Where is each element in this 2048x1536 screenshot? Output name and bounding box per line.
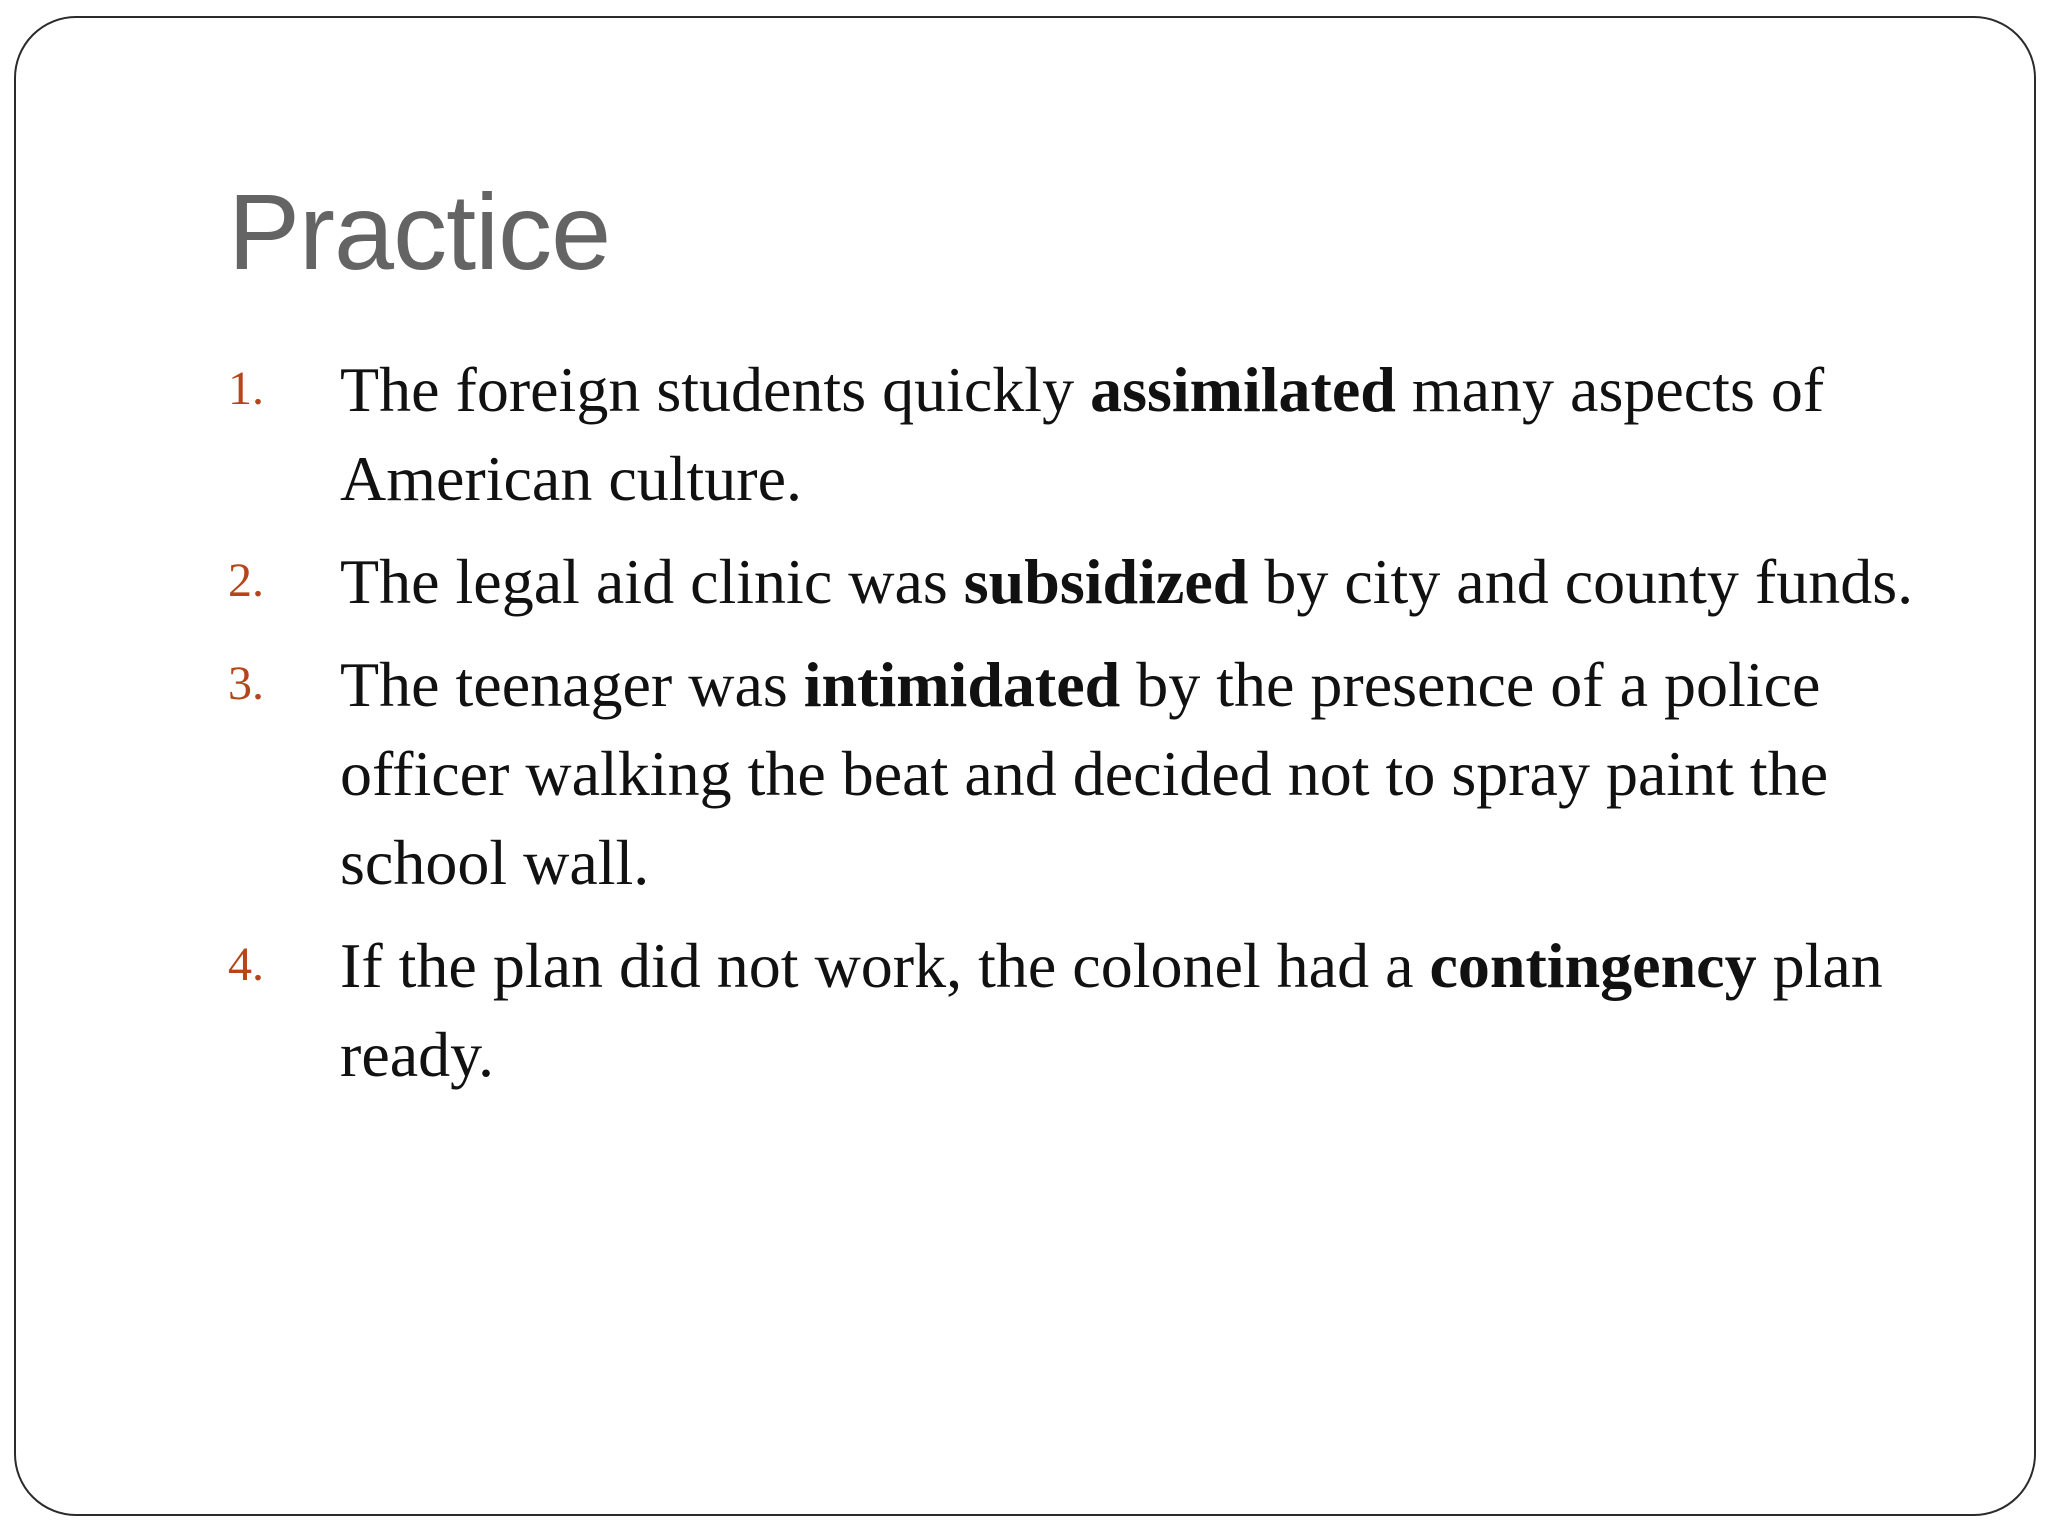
sentence-text: The teenager was: [340, 649, 804, 720]
vocabulary-word: assimilated: [1090, 354, 1396, 425]
sentence-text: plan ready.: [340, 930, 1883, 1090]
sentence: [340, 537, 1940, 626]
sentence-text: by the presence of a police officer walking the beat and decided not to spray paint the school wall.: [340, 649, 1829, 898]
list-item: [0, 537, 2048, 626]
list-number: 1.: [228, 362, 264, 415]
sentence-text: many aspects of American culture.: [340, 354, 1825, 514]
list-item: [0, 640, 2048, 907]
vocabulary-word: subsidized: [963, 546, 1249, 617]
list-item: [0, 921, 2048, 1099]
sentence-text: The legal aid clinic was: [340, 546, 964, 617]
list-number: 3.: [228, 657, 264, 710]
sentence-text: If the plan did not work, the colonel had a: [340, 930, 1430, 1001]
sentence-text: The foreign students quickly: [340, 354, 1091, 425]
list-number: 4.: [228, 938, 264, 991]
sentence: [340, 921, 1940, 1099]
list-number: 2.: [228, 554, 264, 607]
sentence: [340, 345, 1940, 523]
slide-title: Practice: [228, 171, 611, 292]
vocabulary-word: intimidated: [803, 649, 1121, 720]
sentence-text: by city and county funds.: [1248, 546, 1914, 617]
practice-list: [0, 345, 2048, 1113]
vocabulary-word: contingency: [1429, 930, 1757, 1001]
list-item: [0, 345, 2048, 523]
sentence: [340, 640, 1940, 907]
